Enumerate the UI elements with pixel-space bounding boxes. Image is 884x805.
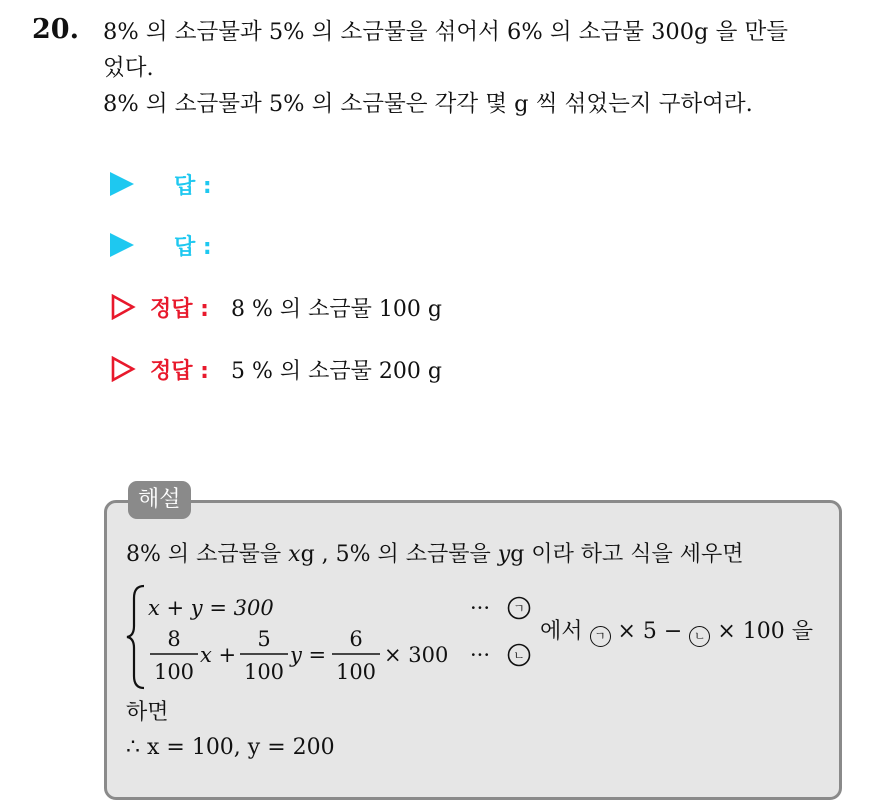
correct-answer-value: 5 % 의 소금물 200 g: [230, 358, 442, 384]
question-line-3: 8% 의 소금물과 5% 의 소금물은 각각 몇 g 씩 섞었는지 구하여라.: [103, 91, 753, 117]
intro-text-b: g , 5% 의 소금물을: [300, 542, 498, 567]
correct-answer-label: 정답 :: [150, 358, 209, 384]
answer-blank-2[interactable]: [110, 228, 212, 262]
intro-text-c: g 이라 하고 식을 세우면: [510, 542, 744, 567]
question-text: [103, 14, 873, 122]
side-text-b: × 5 −: [610, 619, 690, 644]
var-x: x: [288, 542, 301, 567]
correct-answer-value: 8 % 의 소금물 100 g: [230, 296, 442, 322]
question-number: 20.: [32, 14, 79, 45]
eq2-tail: × 300: [384, 643, 449, 667]
play-triangle-icon: [110, 233, 134, 257]
left-brace: [127, 586, 144, 688]
side-text-c: × 100 을: [710, 619, 814, 644]
frac3-den: 100: [335, 660, 377, 684]
equation-1: x + y = 300: [148, 596, 274, 620]
solution-then: 하면: [126, 700, 169, 725]
frac2-den: 100: [243, 660, 285, 684]
frac3-num: 6: [349, 627, 363, 651]
outline-triangle-icon: [110, 294, 136, 320]
intro-text-a: 8% 의 소금물을: [126, 542, 289, 567]
equation-side-note: [540, 614, 813, 647]
dots-1: ···: [470, 596, 491, 620]
frac1-den: 100: [153, 660, 195, 684]
solution-result: ∴ x = 100, y = 200: [126, 735, 335, 760]
mark-2: ㄴ: [513, 648, 525, 663]
correct-answer-2: [110, 352, 442, 386]
answer-label: 답 :: [174, 173, 212, 199]
outline-triangle-icon: [110, 356, 136, 382]
solution-intro: [126, 537, 744, 568]
equation-system: [126, 582, 536, 692]
mark-1: ㄱ: [513, 601, 525, 616]
frac1-num: 8: [167, 627, 181, 651]
frac2-num: 5: [257, 627, 271, 651]
correct-answer-1: [110, 290, 442, 324]
eq2-y: y =: [290, 643, 327, 667]
solution-tab: 해설: [128, 481, 191, 519]
circled-mark-1: ㄱ: [590, 626, 611, 647]
side-text-a: 에서: [540, 619, 590, 644]
var-y: y: [497, 542, 511, 567]
question-line-2: 었다.: [103, 55, 154, 81]
answer-label: 답 :: [174, 234, 212, 260]
answer-blank-1[interactable]: [110, 167, 212, 201]
correct-answer-label: 정답 :: [150, 296, 209, 322]
circled-mark-2: ㄴ: [689, 626, 710, 647]
eq2-x: x +: [200, 643, 237, 667]
question-line-1: 8% 의 소금물과 5% 의 소금물을 섞어서 6% 의 소금물 300g 을 만들: [103, 19, 788, 45]
play-triangle-icon: [110, 172, 134, 196]
dots-2: ···: [470, 643, 491, 667]
